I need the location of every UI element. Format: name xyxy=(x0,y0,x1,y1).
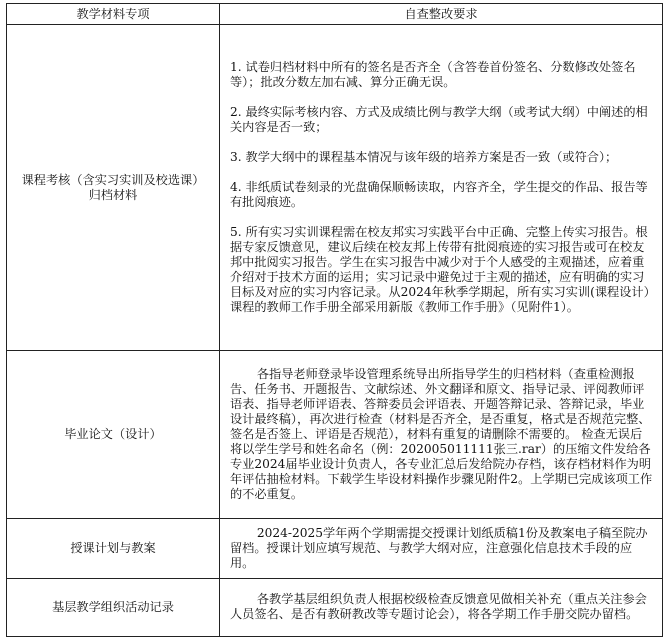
category-course-assessment: 课程考核（含实习实训及校选课）归档材料 xyxy=(7,25,220,351)
requirement-item: 3. 教学大纲中的课程基本情况与该年级的培养方案是否一致（或符合）； xyxy=(230,149,618,164)
table-row xyxy=(7,351,663,519)
requirement-graduation-thesis xyxy=(220,351,663,519)
requirement-text: 各指导老师登录毕设管理系统导出所指导学生的归档材料（查重检测报告、任务书、开题报告、文献综述、外文翻译和原文、指导记录、评阅教师评语表、指导老师评语表、答辩委员会评语表、开题答辩记录、答辩记录，毕业设计最终稿），再次进行检查（材料是否齐全，是否重复，格式是否规范完整、签名是否签上、评语是否规范），材料有重复的请删除不需要的。 检查无误后将以学生学号和姓名命名（例：202005011111张三.rar）的压缩文件发给各专业2024届毕业设计负责人，各专业汇总后发给院办存档，该存档材料作为明年评估抽检材料。下载学生毕设材料操作步骤见附件2。上学期已完成该项工作的不必重复。 xyxy=(230,366,653,501)
table-header-row xyxy=(7,4,663,25)
self-inspection-table xyxy=(6,3,663,637)
requirement-text: 各教学基层组织负责人根据校级检查反馈意见做相关补充（重点关注参会人员签名、是否有教研教改等专题讨论会），将各学期工作手册交院办留档。 xyxy=(230,592,647,621)
table-row xyxy=(7,25,663,351)
requirement-grassroots-activity xyxy=(220,579,663,637)
requirement-item: 4. 非纸质试卷刻录的光盘确保顺畅读取，内容齐全，学生提交的作品、报告等有批阅痕迹。 xyxy=(230,179,648,209)
table-row xyxy=(7,579,663,637)
requirement-teaching-plan xyxy=(220,519,663,579)
requirement-item: 1. 试卷归档材料中所有的签名是否齐全（含答卷首份签名、分数修改处签名等）；批改分数左加右减、算分正确无误。 xyxy=(230,59,636,89)
requirement-text: 2024-2025学年两个学期需提交授课计划纸质稿1份及教案电子稿至院办留档。授课计划应填写规范、与教学大纲对应，注意强化信息技术手段的应用。 xyxy=(230,525,648,570)
header-category: 教学材料专项 xyxy=(7,4,220,25)
category-graduation-thesis: 毕业论文（设计） xyxy=(7,351,220,519)
category-grassroots-activity: 基层教学组织活动记录 xyxy=(7,579,220,637)
requirement-item: 5. 所有实习实训课程需在校友邦实习实践平台中正确、完整上传实习报告。根据专家反馈意见，建议后续在校友邦上传带有批阅痕迹的实习报告或可在校友邦中批阅实习报告。学生在实习报告中减少对于个人感受的主观描述，应着重介绍对于技术方面的运用；实习记录中避免过于主观的描述，应有明确的实习目标及对应的实习内容记录。从2024年秋季学期起，所有实习实训(课程设计）课程的教师工作手册全部采用新版《教师工作手册》（见附件1）。 xyxy=(230,224,650,314)
table-row xyxy=(7,519,663,579)
requirement-item: 2. 最终实际考核内容、方式及成绩比例与教学大纲（或考试大纲）中阐述的相关内容是否一致； xyxy=(230,104,648,134)
header-requirement: 自查整改要求 xyxy=(220,4,663,25)
category-teaching-plan: 授课计划与教案 xyxy=(7,519,220,579)
requirement-course-assessment xyxy=(220,25,663,351)
